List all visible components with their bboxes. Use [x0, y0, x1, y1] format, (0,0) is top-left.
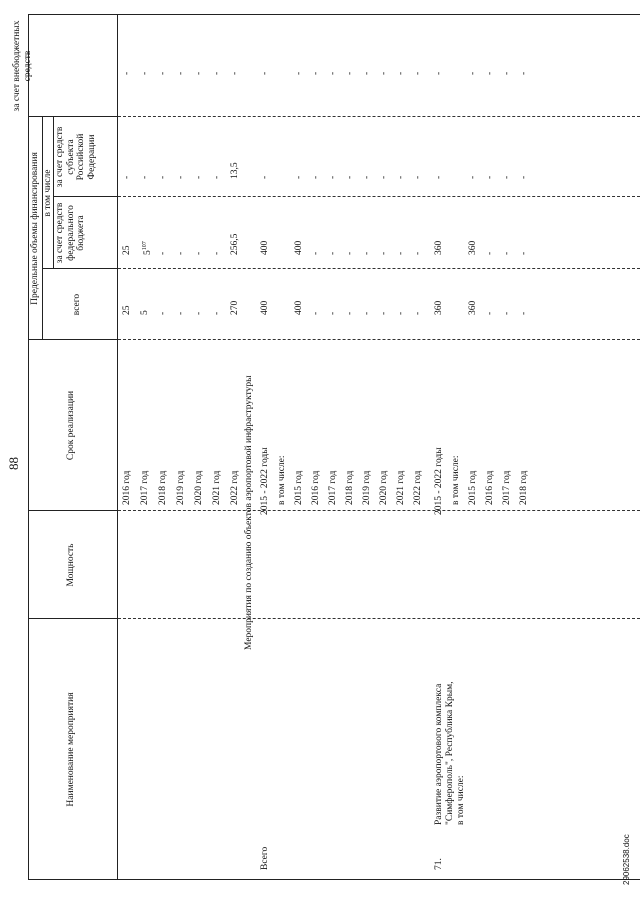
- item-regional: -: [468, 175, 478, 179]
- total-total: -: [362, 311, 372, 315]
- item-federal: -: [519, 251, 529, 255]
- row-total: -: [212, 311, 222, 315]
- total-regional: -: [294, 175, 304, 179]
- item-period: в том числе:: [451, 455, 461, 505]
- item-regional: -: [519, 175, 529, 179]
- total-period: 2016 год: [311, 470, 321, 505]
- row-regional: -: [122, 175, 132, 179]
- row-period: 2019 год: [176, 470, 186, 505]
- row-extra: -: [212, 71, 222, 75]
- row-federal: -: [194, 251, 204, 255]
- row-extra: -: [194, 71, 204, 75]
- total-extra: -: [379, 71, 389, 75]
- item-period: 2018 год: [519, 470, 529, 505]
- col-guide-period: [118, 510, 640, 511]
- item-federal: -: [485, 251, 495, 255]
- row-total: -: [176, 311, 186, 315]
- item-total: 360: [434, 300, 444, 315]
- header-total: всего: [72, 293, 82, 316]
- item-total: -: [519, 311, 529, 315]
- table-top-border: [28, 15, 29, 880]
- total-total: 400: [294, 300, 304, 315]
- row-regional: -: [158, 175, 168, 179]
- row-regional: -: [140, 175, 150, 179]
- total-period: 2022 год: [413, 470, 423, 505]
- item-total: 360: [468, 300, 478, 315]
- total-total: -: [345, 311, 355, 315]
- item-extra: -: [485, 71, 495, 75]
- total-extra: -: [362, 71, 372, 75]
- total-federal: -: [413, 251, 423, 255]
- header-period: Срок реализации: [66, 390, 76, 461]
- header-including: в том числе: [43, 169, 53, 217]
- row-federal: $5^{107}$: [142, 241, 154, 255]
- total-regional: -: [311, 175, 321, 179]
- footnote-ref: 107: [142, 241, 148, 251]
- total-extra: -: [260, 71, 270, 75]
- total-regional: -: [413, 175, 423, 179]
- row-period: 2021 год: [212, 470, 222, 505]
- total-federal: -: [328, 251, 338, 255]
- total-period: 2020 год: [379, 470, 389, 505]
- item-extra: -: [502, 71, 512, 75]
- total-regional: -: [396, 175, 406, 179]
- item-federal: 360: [468, 240, 478, 255]
- item-regional: -: [434, 175, 444, 179]
- row-federal: 256,5: [230, 233, 240, 255]
- header-capacity: Мощность: [66, 543, 76, 587]
- header-name: Наименование мероприятия: [66, 692, 76, 807]
- total-regional: -: [379, 175, 389, 179]
- row-period: 2017 год: [140, 470, 150, 505]
- row-total: 5: [140, 310, 150, 315]
- total-total: -: [396, 311, 406, 315]
- col-guide-capacity: [118, 618, 640, 619]
- item-extra: -: [468, 71, 478, 75]
- item-period: 2017 год: [502, 470, 512, 505]
- total-total: -: [413, 311, 423, 315]
- item-regional: -: [502, 175, 512, 179]
- total-extra: -: [328, 71, 338, 75]
- document-id: 29062538.doc: [622, 834, 631, 885]
- row-period: 2022 год: [230, 470, 240, 505]
- page-number: 88: [6, 457, 21, 470]
- row-period: 2020 год: [194, 470, 204, 505]
- total-federal: 400: [260, 240, 270, 255]
- row-extra: -: [122, 71, 132, 75]
- total-period: 2015 год: [294, 470, 304, 505]
- total-total: -: [379, 311, 389, 315]
- section-title: Мероприятия по созданию объектов аэропортовой инфраструктуры: [244, 375, 254, 650]
- item-period: 2015 год: [468, 470, 478, 505]
- item-name-line: в том числе:: [456, 775, 466, 825]
- total-federal: -: [311, 251, 321, 255]
- table-header-bottom-border: [117, 15, 118, 880]
- col-border-regional: [28, 116, 118, 117]
- item-regional: -: [485, 175, 495, 179]
- total-period: 2021 год: [396, 470, 406, 505]
- total-extra: -: [345, 71, 355, 75]
- item-total: -: [502, 311, 512, 315]
- row-total: 25: [122, 305, 132, 315]
- col-guide-federal: [118, 196, 640, 197]
- total-total: -: [328, 311, 338, 315]
- total-regional: -: [328, 175, 338, 179]
- header-limits: Предельные объемы финансирования: [30, 152, 40, 305]
- row-extra: -: [176, 71, 186, 75]
- row-total: -: [194, 311, 204, 315]
- header-federal: за счет средств федерального бюджета: [55, 202, 86, 264]
- row-federal: -: [158, 251, 168, 255]
- item-federal: -: [502, 251, 512, 255]
- row-extra: -: [140, 71, 150, 75]
- col-border-right: [28, 14, 640, 15]
- row-regional: 13,5: [230, 162, 240, 179]
- total-extra: -: [413, 71, 423, 75]
- total-extra: -: [311, 71, 321, 75]
- row-extra: -: [230, 71, 240, 75]
- header-regional: за счет средств субъекта Российской Федерации: [55, 126, 97, 188]
- total-total: 400: [260, 300, 270, 315]
- row-period: 2018 год: [158, 470, 168, 505]
- total-period: 2019 год: [362, 470, 372, 505]
- item-name-line: "Симферополь", Республика Крым,: [445, 681, 455, 825]
- row-federal: -: [212, 251, 222, 255]
- row-regional: -: [194, 175, 204, 179]
- col-guide-limits: [118, 339, 640, 340]
- total-federal: -: [362, 251, 372, 255]
- row-total: 270: [230, 300, 240, 315]
- total-regional: -: [345, 175, 355, 179]
- total-federal: 400: [294, 240, 304, 255]
- item-name-line: Развитие аэропортового комплекса: [434, 683, 444, 825]
- row-regional: -: [212, 175, 222, 179]
- col-guide-total: [118, 268, 640, 269]
- total-period: 2017 год: [328, 470, 338, 505]
- item-total: -: [485, 311, 495, 315]
- item-extra: -: [434, 71, 444, 75]
- row-regional: -: [176, 175, 186, 179]
- total-period: в том числе:: [277, 455, 287, 505]
- row-federal: -: [176, 251, 186, 255]
- total-federal: -: [345, 251, 355, 255]
- total-period: 2015 - 2022 годы: [260, 447, 270, 515]
- total-regional: -: [260, 175, 270, 179]
- header-extra: за счет внебюджетных средств: [12, 20, 33, 112]
- total-regional: -: [362, 175, 372, 179]
- item-period: 2015 - 2022 годы: [434, 447, 444, 515]
- total-federal: -: [396, 251, 406, 255]
- item-extra: -: [519, 71, 529, 75]
- col-border-left: [28, 879, 640, 880]
- total-federal: -: [379, 251, 389, 255]
- total-extra: -: [396, 71, 406, 75]
- item-period: 2016 год: [485, 470, 495, 505]
- col-guide-regional: [118, 116, 640, 117]
- row-period: 2016 год: [122, 470, 132, 505]
- row-extra: -: [158, 71, 168, 75]
- total-total: -: [311, 311, 321, 315]
- total-period: 2018 год: [345, 470, 355, 505]
- total-extra: -: [294, 71, 304, 75]
- item-number: 71.: [434, 858, 444, 870]
- item-federal: 360: [434, 240, 444, 255]
- row-federal: 25: [122, 245, 132, 255]
- row-total: -: [158, 311, 168, 315]
- total-label: Всего: [260, 846, 270, 870]
